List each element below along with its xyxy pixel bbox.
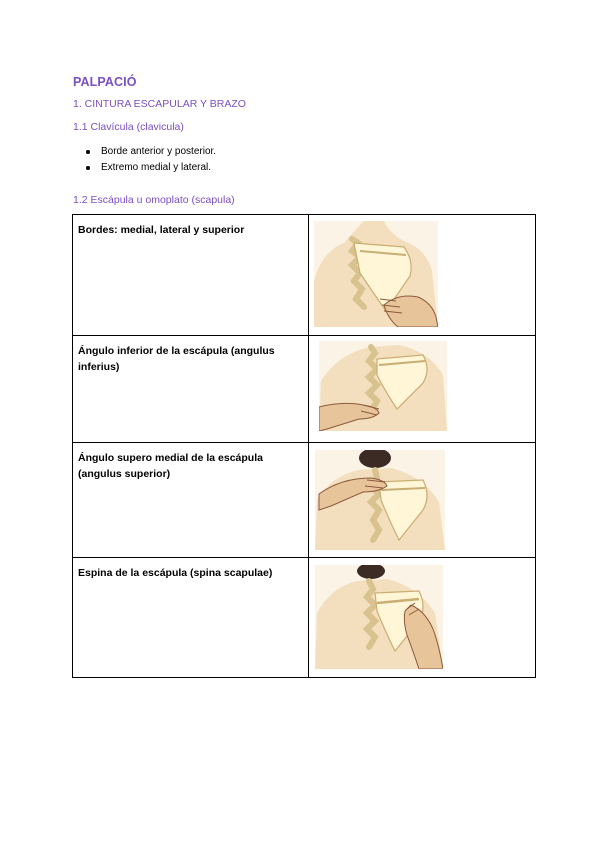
list-item-text: Extremo medial y lateral. xyxy=(101,162,212,173)
illustration-cell xyxy=(309,443,536,558)
list-item xyxy=(86,160,216,176)
illustration-cell xyxy=(309,558,536,678)
table-row xyxy=(73,215,536,336)
bullet-icon xyxy=(86,166,90,170)
palpation-label: Ángulo inferior de la escápula (angulus inferius) xyxy=(73,336,309,443)
bullet-icon xyxy=(86,150,90,154)
list-item xyxy=(86,144,216,160)
palpation-label: Ángulo supero medial de la escápula (angulus superior) xyxy=(73,443,309,558)
illustration-cell xyxy=(309,215,536,336)
list-item-text: Borde anterior y posterior. xyxy=(101,146,217,157)
page-title: PALPACIÓ xyxy=(73,75,137,89)
clavicle-heading: 1.1 Clavícula (clavicula) xyxy=(73,121,184,133)
scapula-heading: 1.2 Escápula u omoplato (scapula) xyxy=(73,194,235,206)
scapula-inferior-angle-illustration xyxy=(319,341,447,431)
clavicle-bullet-list xyxy=(86,144,216,176)
table-row xyxy=(73,336,536,443)
table-row xyxy=(73,558,536,678)
palpation-label: Bordes: medial, lateral y superior xyxy=(73,215,309,336)
scapula-borders-illustration xyxy=(314,221,438,327)
section-heading: 1. CINTURA ESCAPULAR Y BRAZO xyxy=(73,98,246,110)
palpation-label: Espina de la escápula (spina scapulae) xyxy=(73,558,309,678)
illustration-cell xyxy=(309,336,536,443)
scapula-palpation-table xyxy=(72,214,536,678)
scapula-spine-illustration xyxy=(315,565,443,669)
scapula-superior-angle-illustration xyxy=(315,450,445,550)
table-row xyxy=(73,443,536,558)
